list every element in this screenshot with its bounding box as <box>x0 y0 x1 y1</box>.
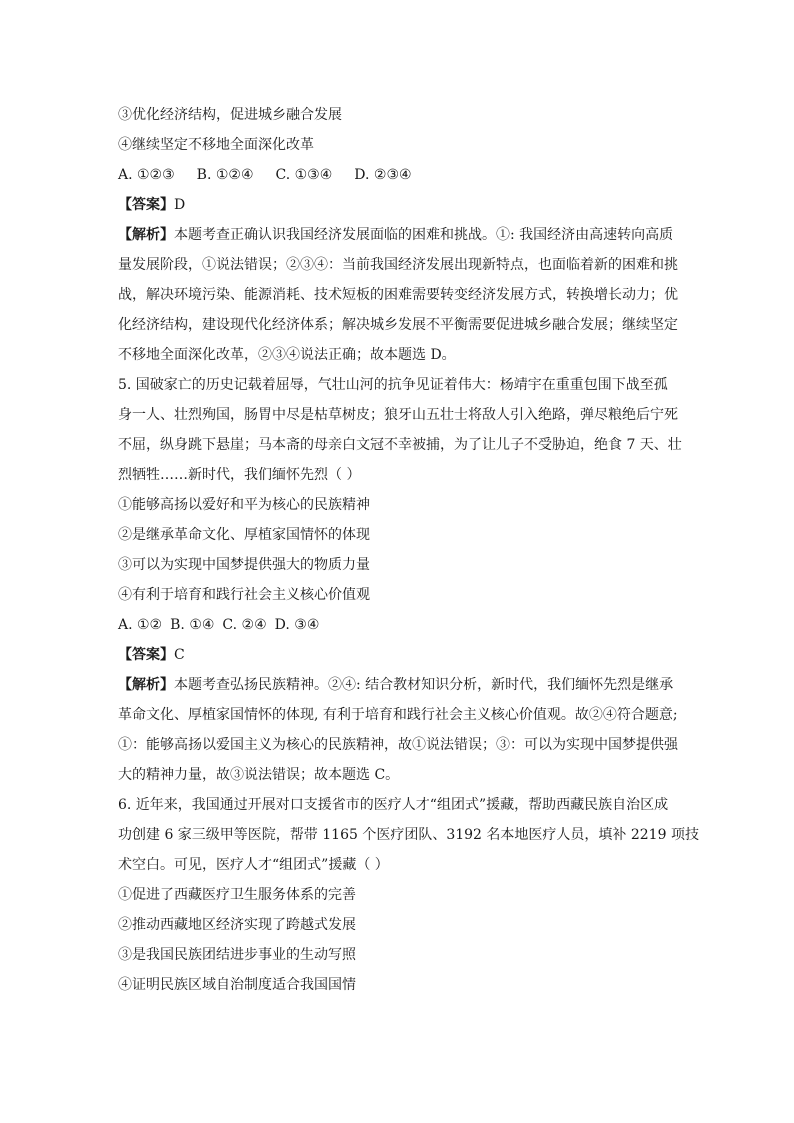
q4-analysis-line-4: 化经济结构，建设现代化经济体系；解决城乡发展不平衡需要促进城乡融合发展；继续坚定 <box>118 317 678 333</box>
q6-stem-line-1: 6. 近年来，我国通过开展对口支援省市的医疗人才“组团式”援藏，帮助西藏民族自治区成 <box>118 797 669 813</box>
q5-analysis <box>118 670 678 790</box>
q4-option-d: D. ②③④ <box>354 167 412 183</box>
q6-item-2: ②推动西藏地区经济实现了跨越式发展 <box>118 917 356 933</box>
q5-item-2: ②是继承革命文化、厚植家国情怀的体现 <box>118 527 370 543</box>
q4-analysis-label: 【解析】 <box>118 227 174 243</box>
q5-option-d: D. ③④ <box>274 617 320 633</box>
q4-answer-label: 【答案】 <box>118 197 174 213</box>
q5-options <box>118 610 678 640</box>
q5-stem <box>118 370 682 490</box>
q5-stem-line-2: 身一人、壮烈殉国，肠胃中尽是枯草树皮；狼牙山五壮士将敌人引入绝路，弹尽粮绝后宁死 <box>118 407 678 423</box>
q6-stem-line-2: 功创建 6 家三级甲等医院，帮带 1165 个医疗团队、3192 名本地医疗人员，填补 2219 项技 <box>118 827 699 843</box>
q5-analysis-line-4: 大的精神力量，故③说法错误；故本题选 C。 <box>118 767 400 783</box>
q6-stem <box>118 790 699 880</box>
q4-option-b: B. ①②④ <box>196 167 254 183</box>
q5-option-c: C. ②④ <box>222 617 267 633</box>
q4-analysis <box>118 220 678 370</box>
q5-analysis-line-3: ①：能够高扬以爱国主义为核心的民族精神，故①说法错误；③：可以为实现中国梦提供强 <box>118 737 678 753</box>
q5-item-3: ③可以为实现中国梦提供强大的物质力量 <box>118 557 370 573</box>
q5-option-a: A. ①② <box>118 617 163 633</box>
q5-answer-label: 【答案】 <box>118 647 174 663</box>
q4-item-3: ③优化经济结构，促进城乡融合发展 <box>118 107 342 123</box>
q6-item-3: ③是我国民族团结进步事业的生动写照 <box>118 947 356 963</box>
q4-option-c: C. ①③④ <box>275 167 333 183</box>
q5-item-1: ①能够高扬以爱好和平为核心的民族精神 <box>118 497 370 513</box>
q5-stem-line-1: 5. 国破家亡的历史记载着屈辱，气壮山河的抗争见证着伟大：杨靖宇在重重包围下战至孤 <box>118 377 668 393</box>
q4-analysis-line-3: 战，解决环境污染、能源消耗、技术短板的困难需要转变经济发展方式，转换增长动力；优 <box>118 287 678 303</box>
q5-answer-value: C <box>174 647 185 663</box>
q4-answer <box>118 190 678 220</box>
q5-analysis-line-1: 本题考查弘扬民族精神。②④: 结合教材知识分析，新时代，我们缅怀先烈是继承 <box>174 677 674 693</box>
q4-analysis-line-1: 本题考查正确认识我国经济发展面临的困难和挑战。①: 我国经济由高速转向高质 <box>174 227 674 243</box>
q4-options <box>118 160 678 190</box>
q5-analysis-line-2: 革命文化、厚植家国情怀的体现, 有利于培育和践行社会主义核心价值观。故②④符合题意; <box>118 707 678 723</box>
q5-item-4: ④有利于培育和践行社会主义核心价值观 <box>118 587 370 603</box>
q4-analysis-line-2: 量发展阶段，①说法错误；②③④：当前我国经济发展出现新特点，也面临着新的困难和挑 <box>118 257 678 273</box>
q5-answer <box>118 640 678 670</box>
q5-option-b: B. ①④ <box>170 617 215 633</box>
q4-item-4: ④继续坚定不移地全面深化改革 <box>118 137 314 153</box>
q4-option-a: A. ①②③ <box>118 167 175 183</box>
q4-answer-value: D <box>174 197 186 213</box>
q6-item-4: ④证明民族区域自治制度适合我国国情 <box>118 977 356 993</box>
document-page <box>118 100 699 1000</box>
q5-analysis-label: 【解析】 <box>118 677 174 693</box>
q6-stem-line-3: 术空白。可见，医疗人才“组团式”援藏（ ） <box>118 857 389 873</box>
q5-stem-line-4: 烈牺牲……新时代，我们缅怀先烈（ ） <box>118 467 361 483</box>
q6-item-1: ①促进了西藏医疗卫生服务体系的完善 <box>118 887 356 903</box>
q5-stem-line-3: 不屈，纵身跳下悬崖；马本斋的母亲白文冠不幸被捕，为了让儿子不受胁迫，绝食 7 天、壮 <box>118 437 682 453</box>
q4-analysis-line-5: 不移地全面深化改革，②③④说法正确；故本题选 D。 <box>118 347 456 363</box>
